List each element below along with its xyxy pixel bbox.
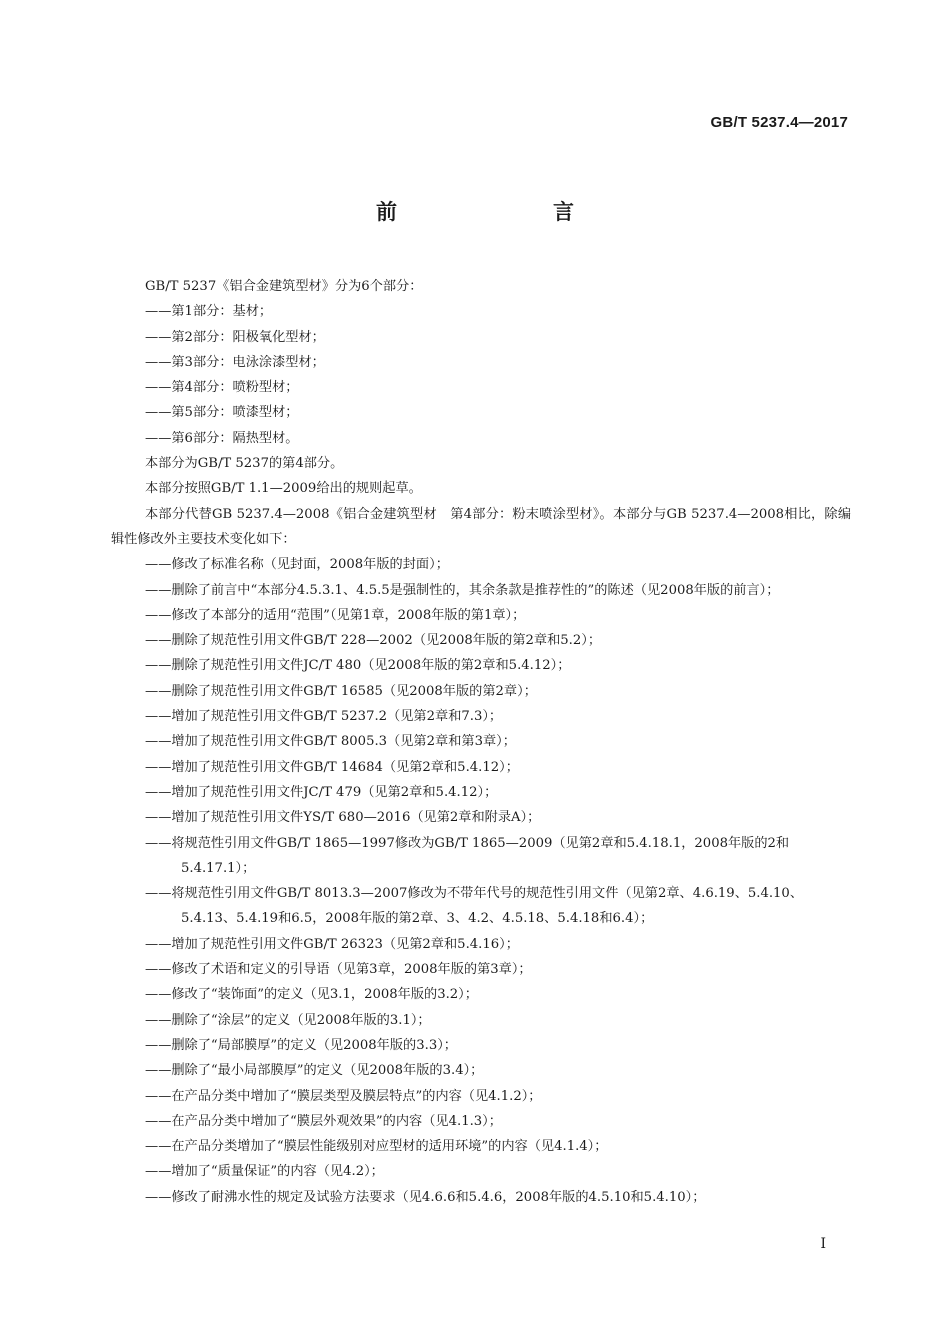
change-item: ——增加了“质量保证”的内容（见4.2）； <box>145 1164 384 1180</box>
standard-number: GB/T 5237.4—2017 <box>710 114 848 131</box>
change-item: ——修改了耐沸水性的规定及试验方法要求（见4.6.6和5.4.6，2008年版的4.5.10和5.4.10）； <box>145 1189 706 1205</box>
part-list-item: ——第1部分：基材； <box>145 304 273 320</box>
part-list-item: ——第5部分：喷漆型材； <box>145 405 299 421</box>
foreword-body <box>111 274 851 1210</box>
intro-line: 本部分按照GB/T 1.1—2009给出的规则起草。 <box>145 481 422 497</box>
part-list-item: ——第6部分：隔热型材。 <box>145 430 299 446</box>
change-item: ——删除了“局部膜厚”的定义（见2008年版的3.3）； <box>145 1037 457 1053</box>
change-item: ——增加了规范性引用文件GB/T 8005.3（见第2章和第3章）； <box>145 734 516 750</box>
change-item: ——删除了前言中“本部分4.5.3.1、4.5.5是强制性的，其余条款是推荐性的”的陈述（见2008年版的前言）； <box>145 582 780 598</box>
change-item: ——增加了规范性引用文件GB/T 5237.2（见第2章和7.3）； <box>145 709 503 725</box>
change-item: ——将规范性引用文件GB/T 1865—1997修改为GB/T 1865—2009（见第2章和5.4.18.1，2008年版的2和5.4.17.1）； <box>145 835 790 876</box>
change-item: ——在产品分类中增加了“膜层外观效果”的内容（见4.1.3）； <box>145 1113 502 1129</box>
change-item: ——增加了规范性引用文件JC/T 479（见第2章和5.4.12）； <box>145 784 498 800</box>
change-item: ——增加了规范性引用文件YS/T 680—2016（见第2章和附录A）； <box>145 810 541 826</box>
change-item: ——将规范性引用文件GB/T 8013.3—2007修改为不带年代号的规范性引用文件（见第2章、4.6.19、5.4.10、5.4.13、5.4.19和6.5，2008年版的第2章、3、4.2、4.5.18、5.4.18和6.4）； <box>145 886 804 927</box>
change-item: ——修改了本部分的适用“范围”（见第1章，2008年版的第1章）； <box>145 607 526 623</box>
part-list-item: ——第2部分：阳极氧化型材； <box>145 329 325 345</box>
intro-line: GB/T 5237《铝合金建筑型材》分为6个部分： <box>145 279 423 294</box>
change-item: ——增加了规范性引用文件GB/T 14684（见第2章和5.4.12）； <box>145 759 519 775</box>
change-item: ——修改了术语和定义的引导语（见第3章，2008年版的第3章）； <box>145 962 532 978</box>
change-item: ——删除了“最小局部膜厚”的定义（见2008年版的3.4）； <box>145 1063 484 1079</box>
change-item: ——删除了规范性引用文件JC/T 480（见2008年版的第2章和5.4.12）； <box>145 658 571 674</box>
change-item: ——删除了规范性引用文件GB/T 228—2002（见2008年版的第2章和5.2）； <box>145 633 602 649</box>
change-item: ——在产品分类增加了“膜层性能级别对应型材的适用环境”的内容（见4.1.4）； <box>145 1139 608 1155</box>
change-item: ——在产品分类中增加了“膜层类型及膜层特点”的内容（见4.1.2）； <box>145 1088 542 1104</box>
change-item: ——删除了规范性引用文件GB/T 16585（见2008年版的第2章）； <box>145 683 537 699</box>
change-item: ——删除了“涂层”的定义（见2008年版的3.1）； <box>145 1012 431 1028</box>
page-number: I <box>820 1236 826 1252</box>
change-item: ——增加了规范性引用文件GB/T 26323（见第2章和5.4.16）； <box>145 936 519 952</box>
intro-line: 本部分为GB/T 5237的第4部分。 <box>145 456 344 472</box>
change-item: ——修改了标准名称（见封面，2008年版的封面）； <box>145 557 449 573</box>
page-title: 前 言 <box>376 200 612 224</box>
replace-paragraph: 本部分代替GB 5237.4—2008《铝合金建筑型材 第4部分：粉末喷涂型材》。本部分与GB 5237.4—2008相比，除编辑性修改外主要技术变化如下： <box>111 506 851 547</box>
part-list-item: ——第4部分：喷粉型材； <box>145 380 299 396</box>
change-item: ——修改了“装饰面”的定义（见3.1，2008年版的3.2）； <box>145 987 478 1003</box>
part-list-item: ——第3部分：电泳涂漆型材； <box>145 354 325 370</box>
